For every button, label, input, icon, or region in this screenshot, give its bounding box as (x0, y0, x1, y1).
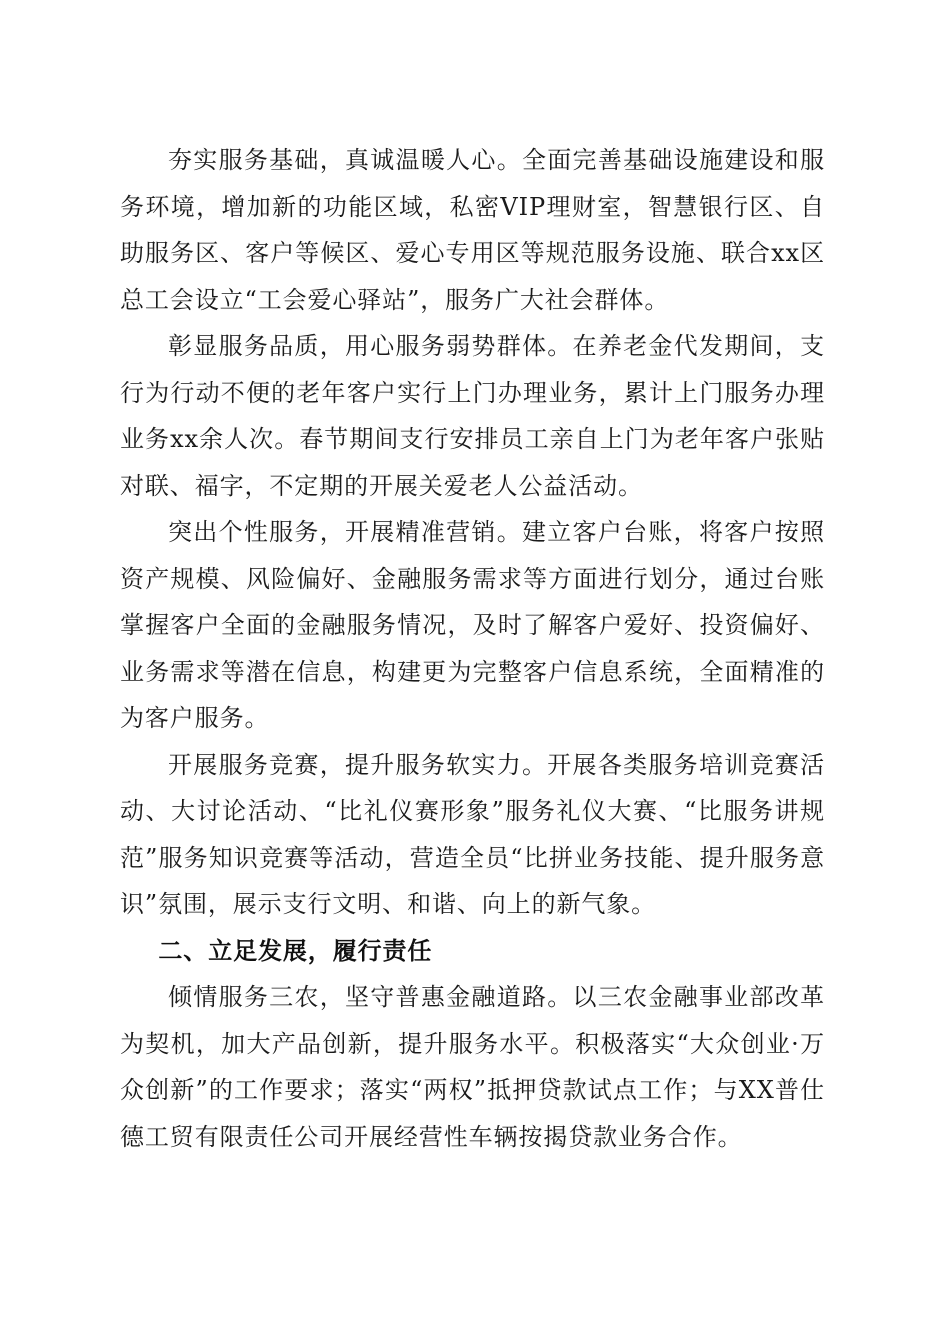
paragraph-service-quality: 彰显服务品质，用心服务弱势群体。在养老金代发期间，支行为行动不便的老年客户实行上门办理业务，累计上门服务办理业务xx余人次。春节期间支行安排员工亲自上门为老年客户张贴对联、福字，不定期的开展关爱老人公益活动。 (120, 332, 825, 500)
paragraph-personalized-service: 突出个性服务，开展精准营销。建立客户台账，将客户按照资产规模、风险偏好、金融服务需求等方面进行划分，通过台账掌握客户全面的金融服务情况，及时了解客户爱好、投资偏好、业务需求等潜在信息，构建更为完整客户信息系统，全面精准的为客户服务。 (120, 518, 825, 732)
paragraph-rural-service: 倾情服务三农，坚守普惠金融道路。以三农金融事业部改革为契机，加大产品创新，提升服务水平。积极落实“大众创业·万众创新”的工作要求；落实“两权”抵押贷款试点工作；与XX普仕德工贸有限责任公司开展经营性车辆按揭贷款业务合作。 (120, 983, 825, 1151)
paragraph-service-foundation: 夯实服务基础，真诚温暖人心。全面完善基础设施建设和服务环境，增加新的功能区域，私密VIP理财室，智慧银行区、自助服务区、客户等候区、爱心专用区等规范服务设施、联合xx区总工会设立“工会爱心驿站”，服务广大社会群体。 (120, 146, 825, 314)
paragraph-service-competition: 开展服务竞赛，提升服务软实力。开展各类服务培训竞赛活动、大讨论活动、“比礼仪赛形象”服务礼仪大赛、“比服务讲规范”服务知识竞赛等活动，营造全员“比拼业务技能、提升服务意识”氛围，展示支行文明、和谐、向上的新气象。 (120, 750, 825, 918)
document-body (120, 137, 825, 1160)
section-heading: 二、立足发展，履行责任 (158, 936, 433, 965)
